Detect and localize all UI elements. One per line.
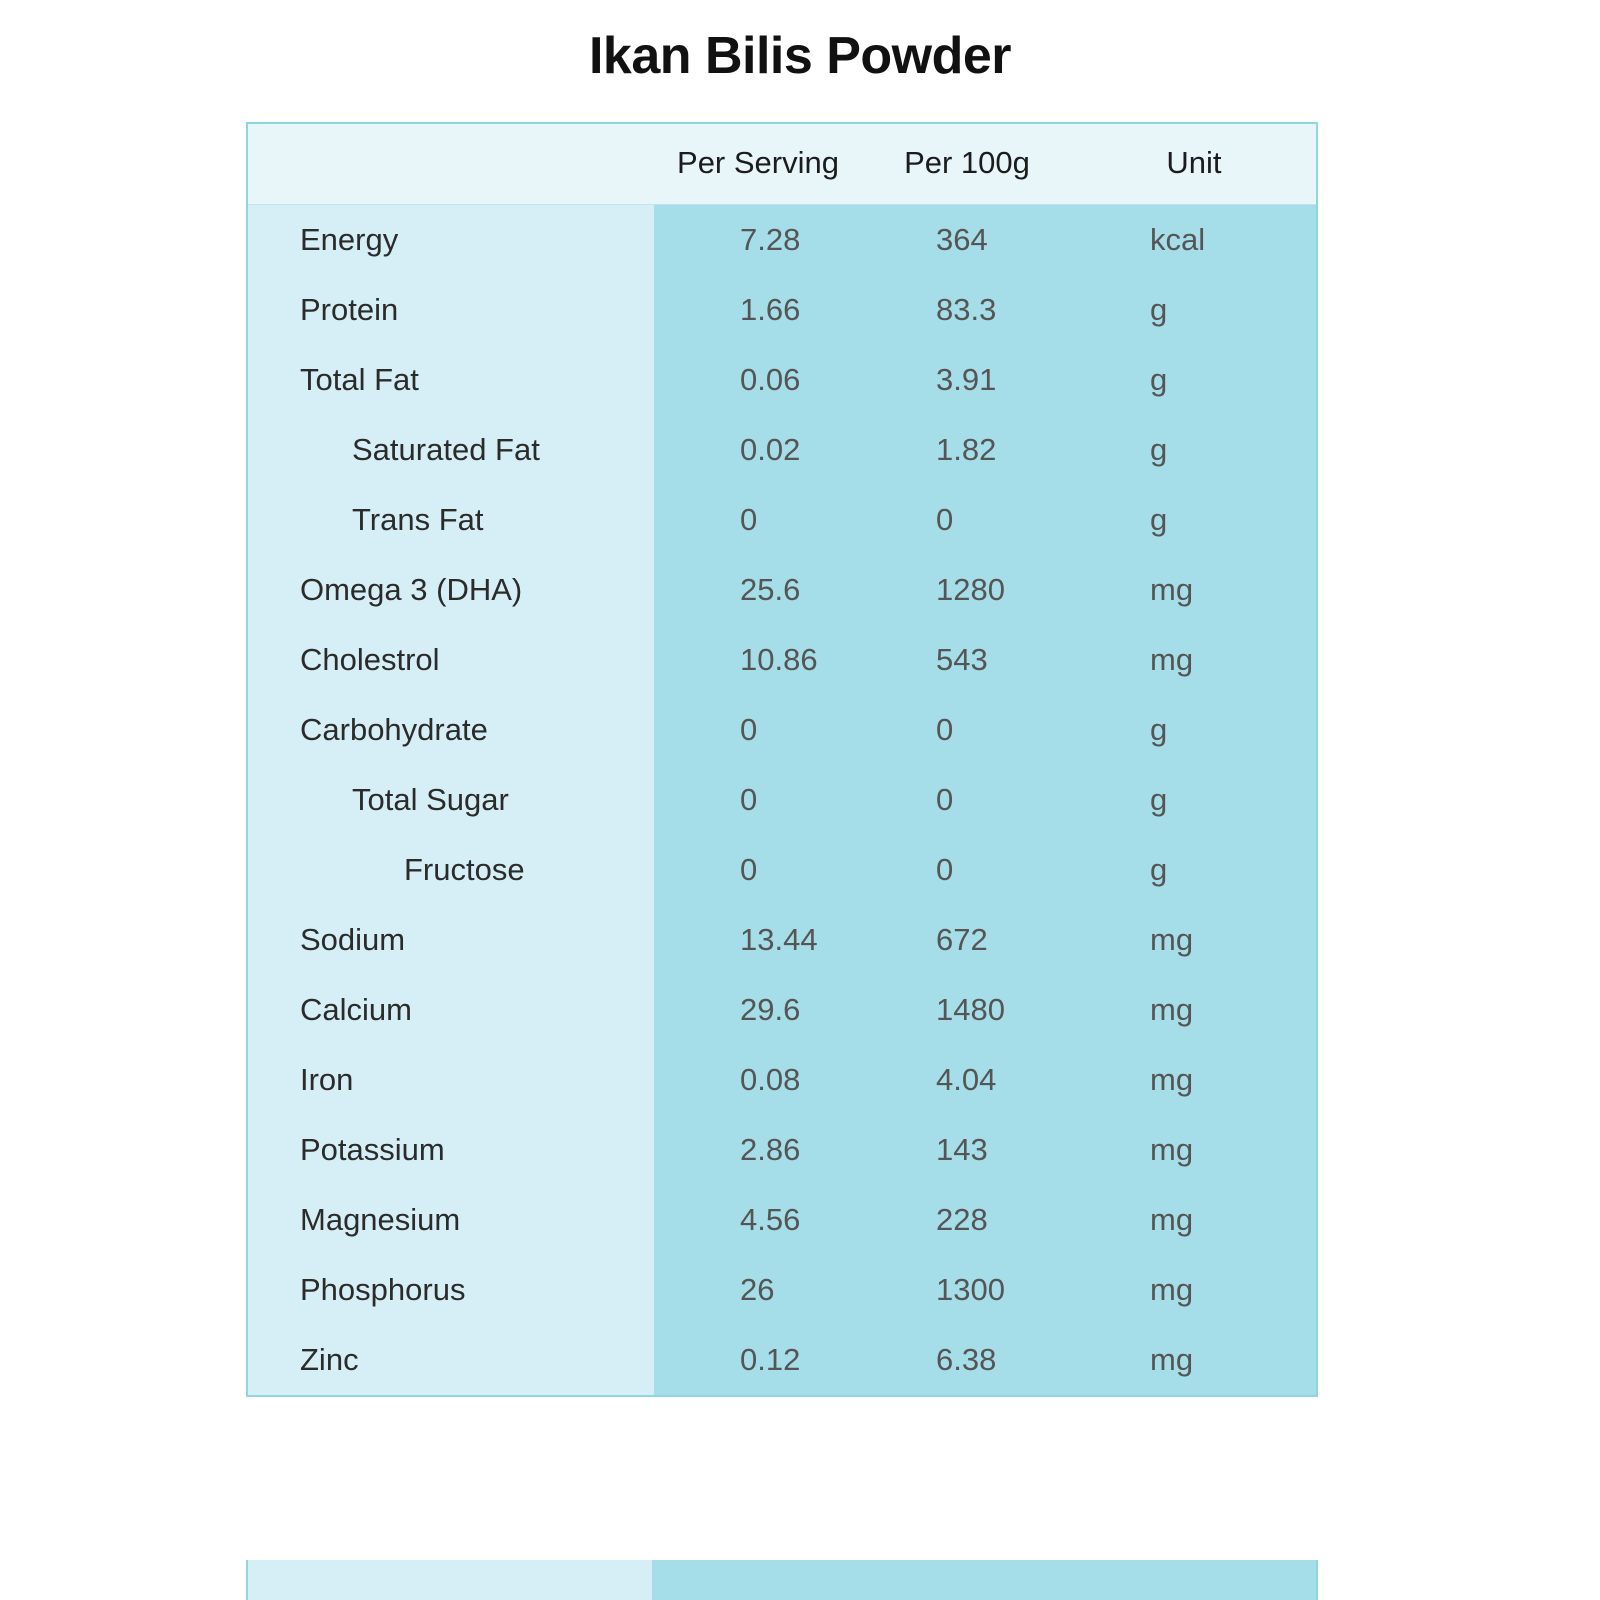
table-row [248,415,1316,485]
table-header [248,124,1316,204]
value-per-100g: 6.38 [862,1325,1072,1395]
nutrient-name: Omega 3 (DHA) [248,555,654,625]
nutrient-name: Phosphorus [248,1255,654,1325]
value-unit: mg [1072,1325,1316,1395]
nutrient-name: Energy [248,204,654,275]
table-row [248,905,1316,975]
table-row [248,1325,1316,1395]
value-unit: g [1072,695,1316,765]
value-per-100g: 1300 [862,1255,1072,1325]
value-unit: g [1072,485,1316,555]
header-per-100g: Per 100g [862,124,1072,204]
table-row [248,1045,1316,1115]
nutrition-table [248,124,1316,1395]
table-row [248,1255,1316,1325]
value-unit: g [1072,345,1316,415]
nutrient-name: Trans Fat [248,485,654,555]
value-per-serving: 0.12 [654,1325,862,1395]
nutrient-name: Magnesium [248,1185,654,1255]
value-per-serving: 1.66 [654,275,862,345]
value-per-100g: 364 [862,204,1072,275]
value-unit: kcal [1072,204,1316,275]
value-per-100g: 0 [862,765,1072,835]
value-per-serving: 13.44 [654,905,862,975]
value-per-100g: 3.91 [862,345,1072,415]
table-row [248,345,1316,415]
nutrient-name: Cholestrol [248,625,654,695]
nutrition-table-panel [246,122,1318,1397]
value-unit: mg [1072,905,1316,975]
value-per-100g: 1280 [862,555,1072,625]
value-per-serving: 0 [654,695,862,765]
value-per-serving: 0.02 [654,415,862,485]
nutrient-name: Total Sugar [248,765,654,835]
nutrient-name: Carbohydrate [248,695,654,765]
value-unit: mg [1072,555,1316,625]
value-unit: mg [1072,1255,1316,1325]
table-row [248,1185,1316,1255]
value-unit: g [1072,415,1316,485]
table-body [248,204,1316,1395]
table-bottom-strip-fill [652,1560,1316,1600]
value-per-100g: 0 [862,695,1072,765]
value-unit: g [1072,765,1316,835]
table-row [248,765,1316,835]
value-per-100g: 83.3 [862,275,1072,345]
value-per-serving: 0 [654,765,862,835]
header-unit: Unit [1072,124,1316,204]
value-per-serving: 26 [654,1255,862,1325]
value-per-100g: 228 [862,1185,1072,1255]
value-per-serving: 0.06 [654,345,862,415]
value-per-serving: 0.08 [654,1045,862,1115]
table-row [248,275,1316,345]
value-unit: mg [1072,1045,1316,1115]
nutrient-name: Zinc [248,1325,654,1395]
table-row [248,485,1316,555]
nutrient-name: Potassium [248,1115,654,1185]
nutrient-name: Calcium [248,975,654,1045]
nutrient-name: Saturated Fat [248,415,654,485]
value-unit: mg [1072,1115,1316,1185]
table-row [248,204,1316,275]
nutrient-name: Fructose [248,835,654,905]
value-per-serving: 0 [654,835,862,905]
header-blank [248,124,654,204]
nutrient-name: Total Fat [248,345,654,415]
value-per-100g: 672 [862,905,1072,975]
value-per-serving: 2.86 [654,1115,862,1185]
table-row [248,835,1316,905]
value-unit: g [1072,835,1316,905]
nutrient-name: Iron [248,1045,654,1115]
table-row [248,1115,1316,1185]
value-per-100g: 1480 [862,975,1072,1045]
table-row [248,625,1316,695]
header-per-serving: Per Serving [654,124,862,204]
page-title: Ikan Bilis Powder [588,27,1012,85]
value-unit: mg [1072,1185,1316,1255]
table-header-row [248,124,1316,204]
value-per-100g: 543 [862,625,1072,695]
table-bottom-strip [246,1560,1318,1600]
table-row [248,555,1316,625]
value-per-100g: 0 [862,485,1072,555]
nutrient-name: Sodium [248,905,654,975]
value-per-serving: 7.28 [654,204,862,275]
value-unit: mg [1072,625,1316,695]
table-row [248,695,1316,765]
nutrient-name: Protein [248,275,654,345]
value-per-serving: 29.6 [654,975,862,1045]
value-unit: g [1072,275,1316,345]
value-per-serving: 4.56 [654,1185,862,1255]
value-unit: mg [1072,975,1316,1045]
value-per-serving: 10.86 [654,625,862,695]
value-per-100g: 0 [862,835,1072,905]
value-per-serving: 0 [654,485,862,555]
value-per-100g: 4.04 [862,1045,1072,1115]
value-per-serving: 25.6 [654,555,862,625]
value-per-100g: 1.82 [862,415,1072,485]
table-row [248,975,1316,1045]
value-per-100g: 143 [862,1115,1072,1185]
